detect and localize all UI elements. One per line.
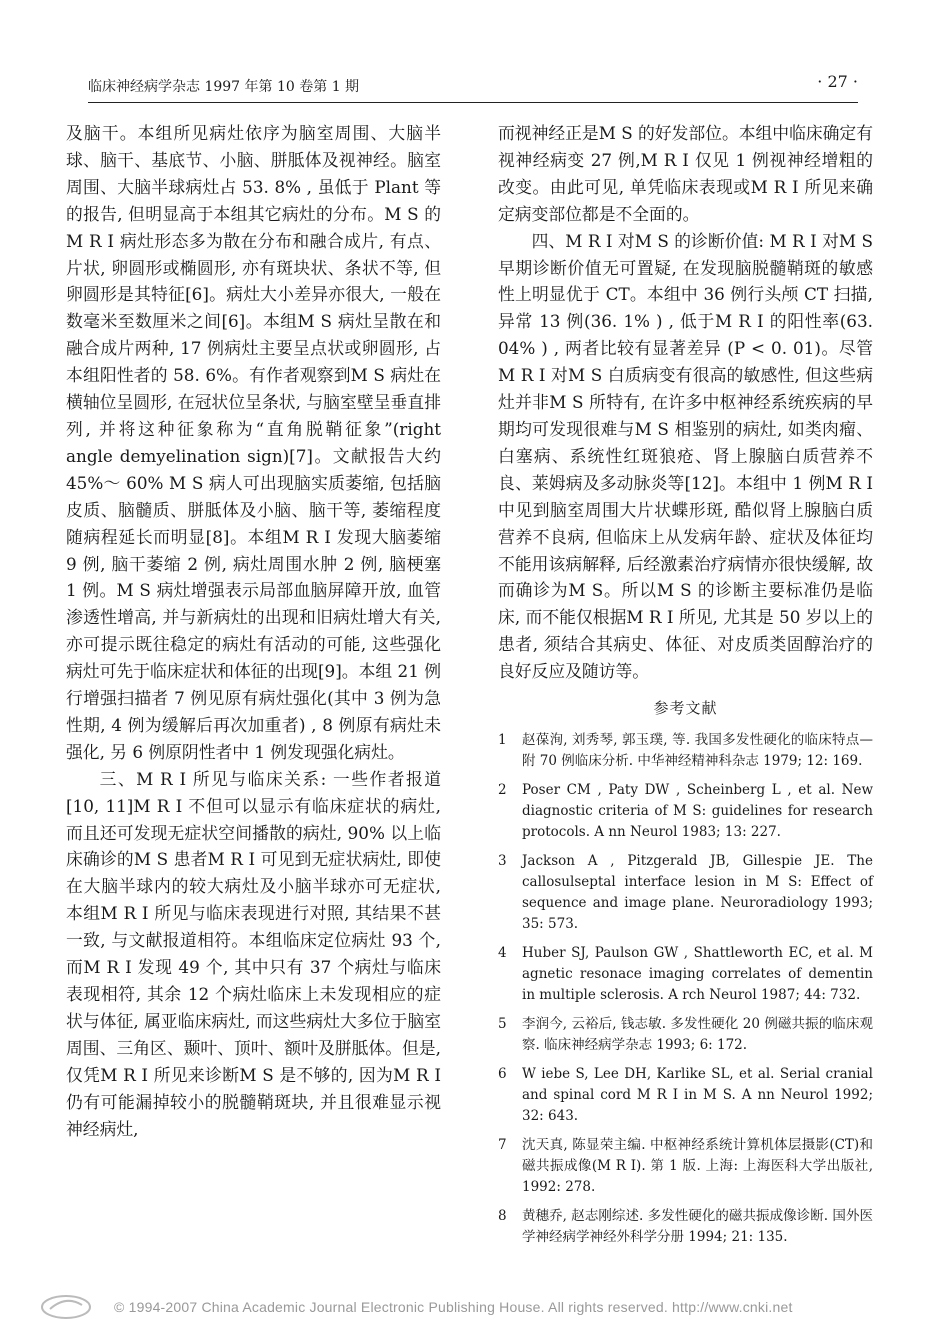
reference-number: 6 bbox=[498, 1065, 507, 1082]
reference-item bbox=[498, 1014, 873, 1056]
reference-number: 3 bbox=[498, 852, 507, 869]
page-number: · 27 · bbox=[817, 72, 858, 91]
references-heading: 参考文献 bbox=[653, 699, 718, 718]
reference-text: 赵葆洵, 刘秀琴, 郭玉璞, 等. 我国多发性硬化的临床特点—附 70 例临床分析. 中华神经精神科杂志 1979; 12: 169. bbox=[522, 731, 873, 769]
paragraph: 而视神经正是M S 的好发部位。本组中临床确定有视神经病变 27 例,M R I 仅见 1 例视神经增粗的改变。由此可见, 单凭临床表现或M R I 所见来确定病变部位都是不全面的。 bbox=[498, 123, 873, 224]
reference-number: 8 bbox=[498, 1207, 507, 1224]
reference-text: 李润今, 云裕后, 钱志敏. 多发性硬化 20 例磁共振的临床观察. 临床神经病学杂志 1993; 6: 172. bbox=[522, 1015, 873, 1053]
cnki-logo-icon bbox=[40, 1293, 92, 1321]
reference-text: W iebe S, Lee DH, Karlike SL, et al. Serial cranial and spinal cord M R I in M S. A nn Neurol 1992; 32: 643. bbox=[522, 1065, 873, 1124]
reference-item bbox=[498, 780, 873, 843]
reference-text: Huber SJ, Paulson GW , Shattleworth EC, et al. M agnetic resonace imaging correlates of dementin in multiple sclerosis. A rch Neurol 1987; 44: 732. bbox=[522, 944, 873, 1003]
reference-item bbox=[498, 851, 873, 935]
page-footer bbox=[40, 1293, 920, 1321]
reference-item bbox=[498, 730, 873, 772]
reference-number: 4 bbox=[498, 944, 507, 961]
paragraph: 四、M R I 对M S 的诊断价值: M R I 对M S 早期诊断价值无可置疑, 在发现脑脱髓鞘斑的敏感性上明显优于 CT。本组中 36 例行头颅 CT 扫描, 异常 13 例(36. 1% ) , 低于M R I 的阳性率(63. 04% ) , 两者比较有显著差异 (P < 0. 01)。尽管M R I 对M S 白质病变有很高的敏感性, 但这些病灶并非M S 所特有, 在许多中枢神经系统疾病的早期均可发现很难与M S 相鉴别的病灶, 如类肉瘤、白塞病、系统性红斑狼疮、肾上腺脑白质营养不良、莱姆病及多动脉炎等[12]。本组中 1 例M R I 中见到脑室周围大片状蝶形斑, 酷似肾上腺脑白质营养不良病, 但临床上从发病年龄、症状及体征均不能用该病解释, 后经激素治疗病情亦很快缓解, 故而确诊为M S。所以M S 的诊断主要标准仍是临床, 而不能仅根据M R I 所见, 尤其是 50 岁以上的患者, 须结合其病史、体征、对皮质类固醇治疗的良好反应及随访等。 bbox=[498, 230, 873, 682]
reference-item bbox=[498, 943, 873, 1006]
copyright-notice: © 1994-2007 China Academic Journal Electronic Publishing House. All rights reserved. http://www.cnki.net bbox=[114, 1299, 793, 1315]
right-column bbox=[498, 120, 873, 1256]
reference-list bbox=[498, 730, 873, 1248]
left-column bbox=[66, 120, 441, 1142]
reference-number: 7 bbox=[498, 1136, 507, 1153]
reference-text: Jackson A , Pitzgerald JB, Gillespie JE. The callosulseptal interface lesion in M S: Effect of sequence and image plane. Neuroradiology 1993; 35: 573. bbox=[522, 852, 873, 932]
journal-title: 临床神经病学杂志 1997 年第 10 卷第 1 期 bbox=[88, 79, 360, 95]
paragraph: 及脑干。本组所见病灶依序为脑室周围、大脑半球、脑干、基底节、小脑、胼胝体及视神经。脑室周围、大脑半球病灶占 53. 8% , 虽低于 Plant 等的报告, 但明显高于本组其它病灶的分布。M S 的M R I 病灶形态多为散在分布和融合成片, 有点、片状, 卵圆形或椭圆形, 亦有斑块状、条状不等, 但卵圆形是其特征[6]。病灶大小差异亦很大, 一般在数毫米至数厘米之间[6]。本组M S 病灶呈散在和融合成片两种, 17 例病灶主要呈点状或卵圆形, 占本组阳性者的 58. 6%。有作者观察到M S 病灶在横轴位呈圆形, 在冠状位呈条状, 与脑室壁呈垂直排列, 并将这种征象称为“直角脱鞘征象”(right angle demyelination sign)[7]。文献报告大约 45%～ 60% M S 病人可出现脑实质萎缩, 包括脑皮质、脑髓质、胼胝体及小脑、脑干等, 萎缩程度随病程延长而明显[8]。本组M R I 发现大脑萎缩 9 例, 脑干萎缩 2 例, 病灶周围水肿 2 例, 脑梗塞 1 例。M S 病灶增强表示局部血脑屏障开放, 血管渗透性增高, 并与新病灶的出现和旧病灶增大有关, 亦可提示既往稳定的病灶有活动的可能, 这些强化病灶可先于临床症状和体征的出现[9]。本组 21 例行增强扫描者 7 例见原有病灶强化(其中 3 例为急性期, 4 例为缓解后再次加重者) , 8 例原有病灶未强化, 另 6 例原阴性者中 1 例发现强化病灶。 bbox=[66, 123, 441, 762]
reference-item bbox=[498, 1064, 873, 1127]
reference-item bbox=[498, 1206, 873, 1248]
reference-number: 1 bbox=[498, 731, 507, 748]
reference-text: 黄穗乔, 赵志刚综述. 多发性硬化的磁共振成像诊断. 国外医学神经病学神经外科学分册 1994; 21: 135. bbox=[522, 1207, 873, 1245]
running-header bbox=[88, 72, 858, 103]
reference-text: Poser CM , Paty DW , Scheinberg L , et al. New diagnostic criteria of M S: guidelines for research protocols. A nn Neurol 1983; 13: 227. bbox=[522, 781, 873, 840]
reference-number: 2 bbox=[498, 781, 507, 798]
reference-number: 5 bbox=[498, 1015, 507, 1032]
reference-item bbox=[498, 1135, 873, 1198]
paragraph: 三、M R I 所见与临床关系: 一些作者报道[10, 11]M R I 不但可以显示有临床症状的病灶, 而且还可发现无症状空间播散的病灶, 90% 以上临床确诊的M S 患者M R I 可见到无症状病灶, 即使在大脑半球内的较大病灶及小脑半球亦可无症状, 本组M R I 所见与临床表现进行对照, 其结果不甚一致, 与文献报道相符。本组临床定位病灶 93 个, 而M R I 发现 49 个, 其中只有 37 个病灶与临床表现相符, 其余 12 个病灶临床上未发现相应的症状与体征, 属亚临床病灶, 而这些病灶大多位于脑室周围、三角区、颞叶、顶叶、额叶及胼胝体。但是, 仅凭M R I 所见来诊断M S 是不够的, 因为M R I 仍有可能漏掉较小的脱髓鞘斑块, 并且很难显示视神经病灶, bbox=[66, 768, 441, 1139]
reference-text: 沈天真, 陈显荣主编. 中枢神经系统计算机体层摄影(CT)和磁共振成像(M R I). 第 1 版. 上海: 上海医科大学出版社, 1992: 278. bbox=[522, 1136, 873, 1195]
